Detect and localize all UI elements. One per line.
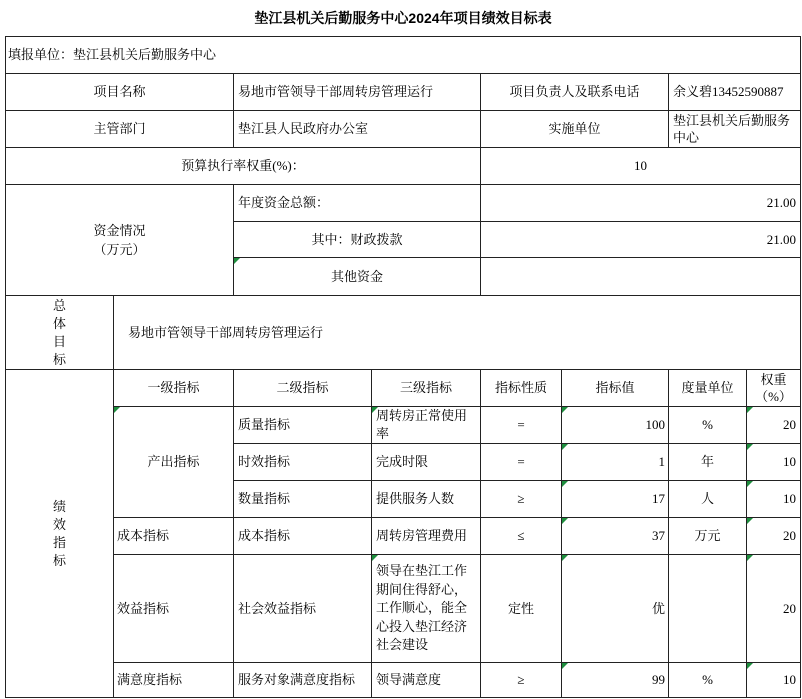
indicator-nature: ≥ (481, 481, 562, 518)
indicator-nature: ≥ (481, 663, 562, 698)
indicator-weight: 20 (747, 518, 801, 555)
budget-weight-label: 预算执行率权重(%)： (6, 148, 481, 185)
project-name-value: 易地市管领导干部周转房管理运行 (234, 74, 481, 111)
implementer-label: 实施单位 (481, 111, 669, 148)
overall-goal-text: 易地市管领导干部周转房管理运行 (114, 296, 801, 370)
header-level2: 二级指标 (234, 370, 372, 407)
indicator-value: 1 (562, 444, 669, 481)
department-value: 垫江县人民政府办公室 (234, 111, 481, 148)
level1-cost: 成本指标 (114, 518, 234, 555)
indicator-level2: 服务对象满意度指标 (234, 663, 372, 698)
indicator-unit: 万元 (669, 518, 747, 555)
indicator-weight: 20 (747, 555, 801, 663)
indicator-weight: 10 (747, 663, 801, 698)
funding-fiscal-value: 21.00 (481, 222, 801, 258)
header-nature: 指标性质 (481, 370, 562, 407)
reporting-unit: 填报单位：垫江县机关后勤服务中心 (6, 37, 801, 74)
table-title: 垫江县机关后勤服务中心2024年项目绩效目标表 (254, 10, 552, 26)
indicator-level2: 成本指标 (234, 518, 372, 555)
indicator-nature: = (481, 444, 562, 481)
indicator-weight: 10 (747, 481, 801, 518)
level1-satisfaction: 满意度指标 (114, 663, 234, 698)
performance-target-table (5, 36, 801, 698)
level1-benefit: 效益指标 (114, 555, 234, 663)
department-label: 主管部门 (6, 111, 234, 148)
indicator-weight: 10 (747, 444, 801, 481)
indicator-nature: 定性 (481, 555, 562, 663)
indicator-level2: 社会效益指标 (234, 555, 372, 663)
indicator-level3: 周转房正常使用率 (372, 407, 481, 444)
indicator-unit: 人 (669, 481, 747, 518)
header-weight: 权重 （%） (747, 370, 801, 407)
indicator-nature: ≤ (481, 518, 562, 555)
funding-fiscal-label: 其中：财政拨款 (234, 222, 481, 258)
contact-value: 余义碧13452590887 (669, 74, 801, 111)
funding-other-value (481, 258, 801, 296)
indicator-weight: 20 (747, 407, 801, 444)
indicator-level3: 领导满意度 (372, 663, 481, 698)
indicator-value: 99 (562, 663, 669, 698)
budget-weight-value: 10 (481, 148, 801, 185)
indicator-value: 17 (562, 481, 669, 518)
header-value: 指标值 (562, 370, 669, 407)
funding-total-label: 年度资金总额： (234, 185, 481, 222)
overall-goal-label-cell (6, 296, 114, 370)
indicators-label-cell (6, 370, 114, 698)
indicator-level3: 完成时限 (372, 444, 481, 481)
indicator-nature: = (481, 407, 562, 444)
overall-goal-label: 总体目标 (53, 297, 67, 367)
indicator-value: 优 (562, 555, 669, 663)
indicator-level2: 质量指标 (234, 407, 372, 444)
implementer-value: 垫江县机关后勤服务中心 (669, 111, 801, 148)
indicator-value: 100 (562, 407, 669, 444)
indicator-level3: 周转房管理费用 (372, 518, 481, 555)
indicators-label: 绩效指标 (53, 498, 67, 568)
indicator-level2: 数量指标 (234, 481, 372, 518)
funding-other-label: 其他资金 (234, 258, 481, 296)
header-level3: 三级指标 (372, 370, 481, 407)
level1-output: 产出指标 (114, 407, 234, 518)
contact-label: 项目负责人及联系电话 (481, 74, 669, 111)
indicator-value: 37 (562, 518, 669, 555)
funding-total-value: 21.00 (481, 185, 801, 222)
indicator-unit: % (669, 663, 747, 698)
indicator-unit (669, 555, 747, 663)
header-unit: 度量单位 (669, 370, 747, 407)
indicator-level2: 时效指标 (234, 444, 372, 481)
indicator-level3: 领导在垫江工作期间住得舒心，工作顺心，能全心投入垫江经济社会建设 (372, 555, 481, 663)
project-name-label: 项目名称 (6, 74, 234, 111)
header-level1: 一级指标 (114, 370, 234, 407)
indicator-unit: % (669, 407, 747, 444)
indicator-unit: 年 (669, 444, 747, 481)
indicator-level3: 提供服务人数 (372, 481, 481, 518)
funding-label: 资金情况 （万元） (6, 185, 234, 296)
